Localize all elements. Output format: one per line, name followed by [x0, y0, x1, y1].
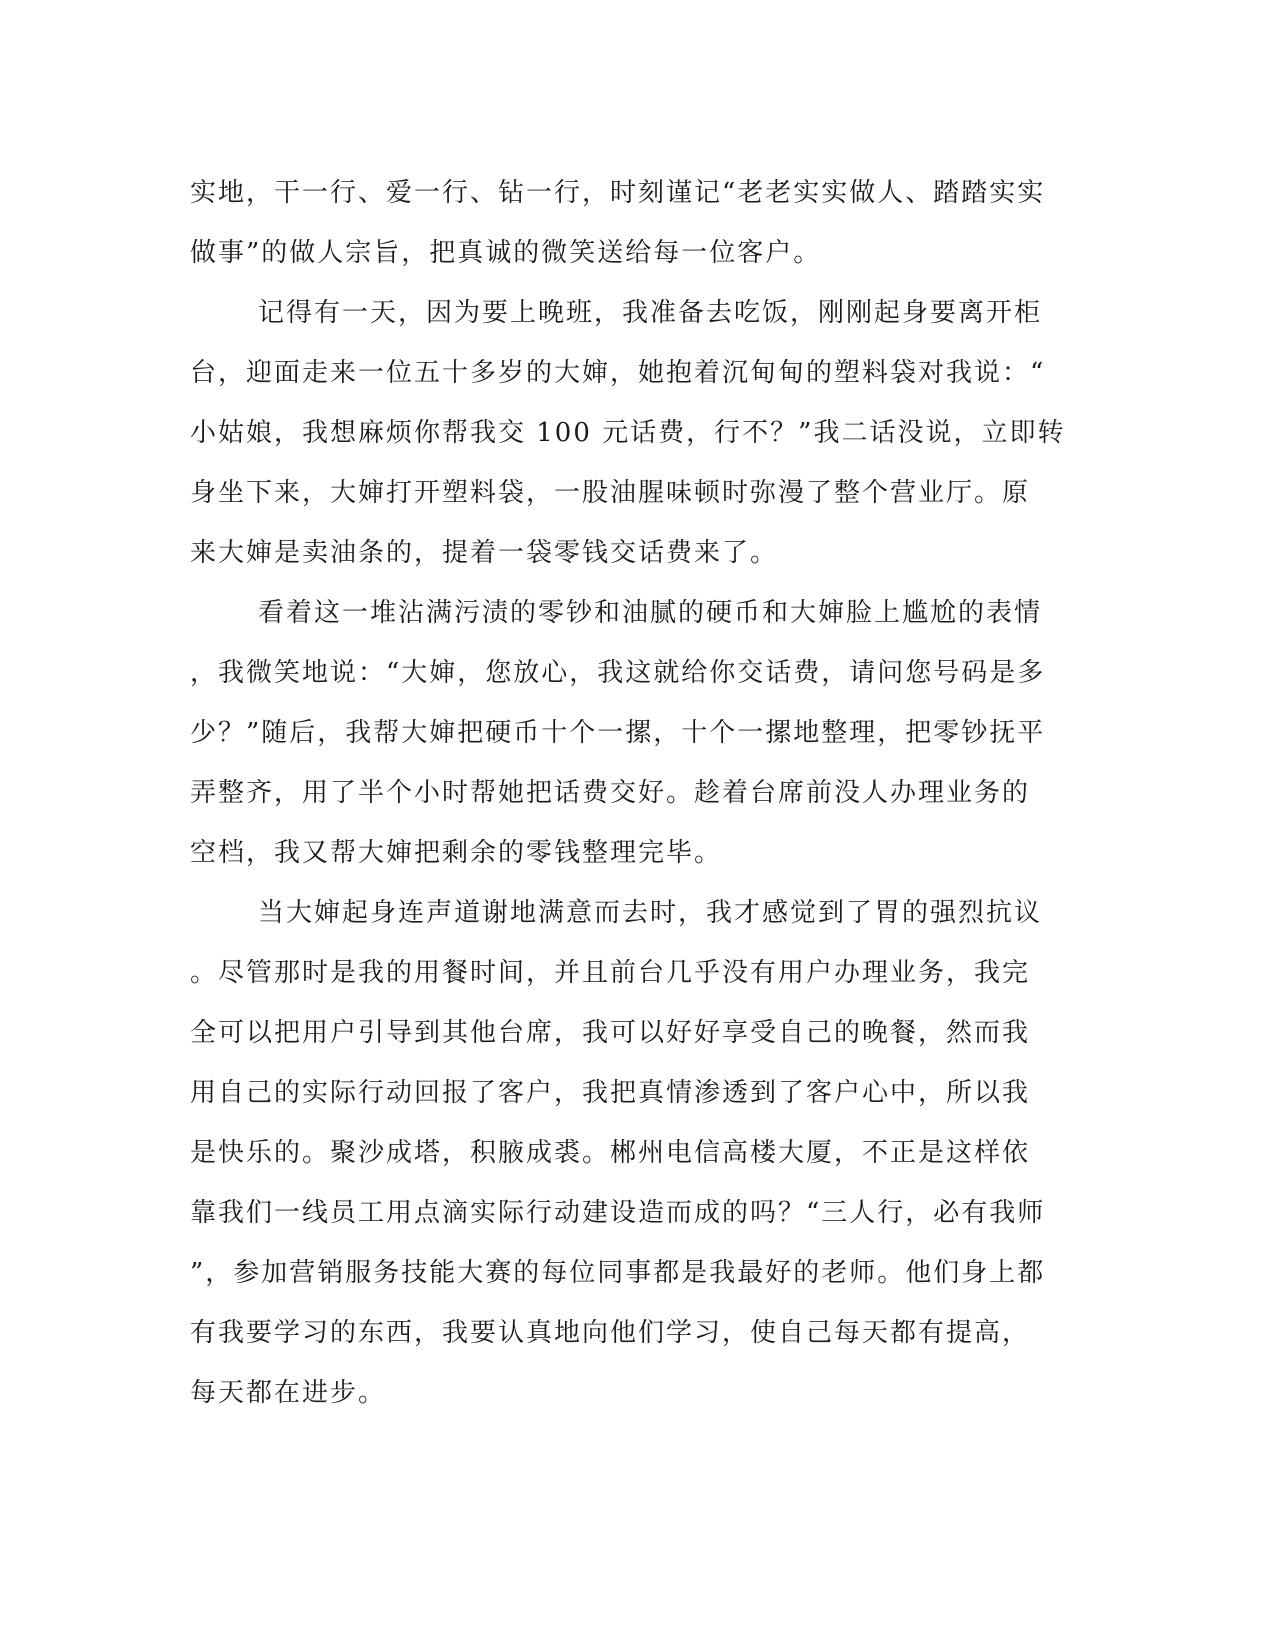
paragraph-start-line: 看着这一堆沾满污渍的零钞和油腻的硬币和大婶脸上尴尬的表情	[258, 598, 1043, 628]
text-line: 小姑娘，我想麻烦你帮我交 100 元话费，行不？”我二话没说，立即转	[190, 418, 1066, 448]
text-line: ，我微笑地说：“大婶，您放心，我这就给你交话费，请问您号码是多	[190, 658, 1046, 688]
paragraph-start-line: 记得有一天，因为要上晚班，我准备去吃饭，刚刚起身要离开柜	[258, 298, 1043, 328]
body-text	[190, 163, 1080, 1423]
text-line: 用自己的实际行动回报了客户，我把真情渗透到了客户心中，所以我	[190, 1078, 1031, 1108]
text-line: 弄整齐，用了半个小时帮她把话费交好。趁着台席前没人办理业务的	[190, 778, 1031, 808]
text-line: 做事”的做人宗旨，把真诚的微笑送给每一位客户。	[190, 238, 822, 268]
text-line: 台，迎面走来一位五十多岁的大婶，她抱着沉甸甸的塑料袋对我说：“	[190, 358, 1046, 388]
text-line: 实地，干一行、爱一行、钻一行，时刻谨记“老老实实做人、踏踏实实	[190, 178, 1046, 208]
text-line: 有我要学习的东西，我要认真地向他们学习，使自己每天都有提高，	[190, 1318, 1031, 1348]
text-line: 来大婶是卖油条的，提着一袋零钱交话费来了。	[190, 538, 779, 568]
text-line: ”，参加营销服务技能大赛的每位同事都是我最好的老师。他们身上都	[190, 1258, 1046, 1288]
text-line: 身坐下来，大婶打开塑料袋，一股油腥味顿时弥漫了整个营业厅。原	[190, 478, 1031, 508]
text-line: 少？”随后，我帮大婶把硬币十个一摞，十个一摞地整理，把零钞抚平	[190, 718, 1046, 748]
text-line: 每天都在进步。	[190, 1378, 387, 1408]
text-line: 是快乐的。聚沙成塔，积腋成裘。郴州电信高楼大厦，不正是这样依	[190, 1138, 1031, 1168]
text-line: 。尽管那时是我的用餐时间，并且前台几乎没有用户办理业务，我完	[190, 958, 1031, 988]
text-line: 空档，我又帮大婶把剩余的零钱整理完毕。	[190, 838, 723, 868]
text-line: 全可以把用户引导到其他台席，我可以好好享受自己的晚餐，然而我	[190, 1018, 1031, 1048]
paragraph-start-line: 当大婶起身连声道谢地满意而去时，我才感觉到了胃的强烈抗议	[258, 898, 1043, 928]
text-line: 靠我们一线员工用点滴实际行动建设造而成的吗？“三人行，必有我师	[190, 1198, 1046, 1228]
